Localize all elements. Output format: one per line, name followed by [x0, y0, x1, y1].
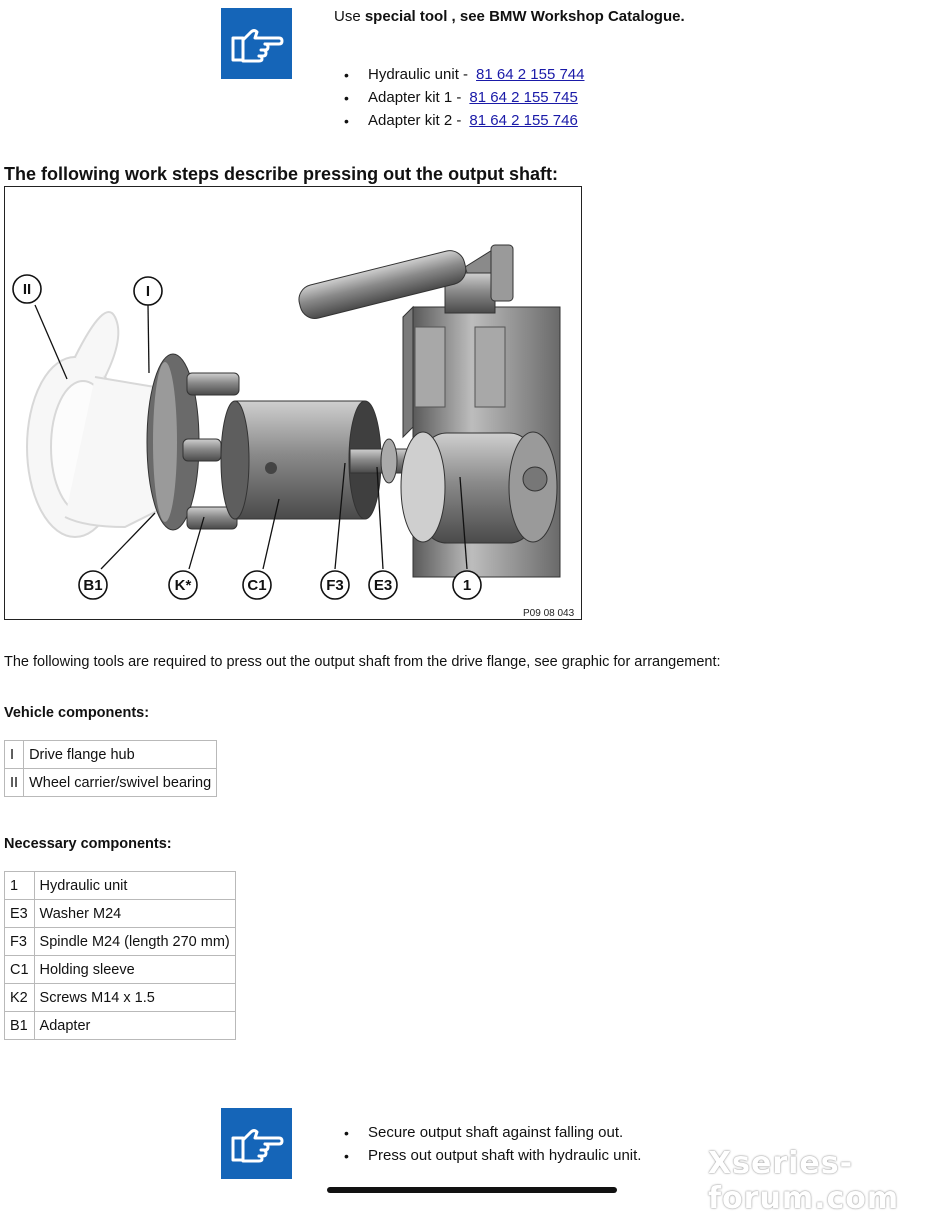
list-item: • Secure output shaft against falling out.	[334, 1122, 641, 1145]
note-hand-icon	[221, 1108, 292, 1179]
figure-code: P09 08 043	[523, 608, 575, 619]
svg-text:K*: K*	[174, 577, 192, 594]
wheel-carrier-ghost	[27, 312, 165, 537]
table-cell-id: II	[5, 769, 24, 797]
svg-text:I: I	[145, 283, 151, 300]
note-hand-icon	[221, 8, 292, 79]
table-cell-desc: Adapter	[34, 1012, 235, 1040]
svg-text:B1: B1	[83, 577, 103, 594]
table-cell-id: I	[5, 741, 24, 769]
table-row	[5, 900, 236, 928]
svg-text:1: 1	[462, 577, 472, 594]
svg-text:II: II	[22, 281, 32, 298]
assembly-illustration	[5, 187, 582, 620]
svg-text:F3: F3	[326, 577, 344, 594]
table-cell-desc: Hydraulic unit	[34, 872, 235, 900]
callout-II	[13, 275, 41, 303]
instruction-list	[334, 1122, 641, 1168]
table-cell-desc: Screws M14 x 1.5	[34, 984, 235, 1012]
table-row	[5, 769, 217, 797]
list-item: • Press out output shaft with hydraulic unit.	[334, 1145, 641, 1168]
table-cell-id: C1	[5, 956, 35, 984]
tool-label: Hydraulic unit -	[368, 66, 469, 83]
note-intro-bold: special tool , see BMW Workshop Catalogue.	[364, 8, 685, 25]
table-cell-id: 1	[5, 872, 35, 900]
table-cell-id: E3	[5, 900, 35, 928]
table-cell-id: F3	[5, 928, 35, 956]
tool-item	[334, 64, 584, 87]
tool-item	[334, 110, 584, 133]
pointing-hand-icon	[229, 1124, 285, 1164]
table-row	[5, 741, 217, 769]
table-cell-desc: Washer M24	[34, 900, 235, 928]
tool-link[interactable]: 81 64 2 155 745	[469, 89, 578, 106]
table-row	[5, 928, 236, 956]
table-row	[5, 984, 236, 1012]
tool-label: Adapter kit 1 -	[368, 89, 462, 106]
callout-1	[453, 571, 481, 599]
tool-list	[334, 64, 584, 133]
watermark: Xseries-forum.com	[708, 1146, 900, 1216]
callout-B1	[79, 571, 107, 599]
vehicle-components-table	[4, 740, 217, 797]
table-cell-desc: Wheel carrier/swivel bearing	[24, 769, 217, 797]
home-indicator[interactable]	[327, 1187, 617, 1193]
intro-paragraph: The following tools are required to press out the output shaft from the drive flange, see graphic for arrangement:	[4, 654, 721, 670]
svg-text:C1: C1	[247, 577, 267, 594]
vehicle-components-title: Vehicle components:	[4, 705, 150, 721]
special-tool-note	[334, 6, 685, 28]
callout-C1	[243, 571, 271, 599]
tool-item	[334, 87, 584, 110]
callout-F3	[321, 571, 349, 599]
section-heading: The following work steps describe pressing out the output shaft:	[4, 164, 559, 184]
table-cell-id: K2	[5, 984, 35, 1012]
note-intro-prefix: Use	[334, 8, 365, 25]
callout-E3	[369, 571, 397, 599]
assembly-figure	[4, 186, 582, 620]
table-cell-desc: Drive flange hub	[24, 741, 217, 769]
holding-sleeve	[235, 401, 365, 519]
callout-I	[134, 277, 162, 305]
table-row	[5, 1012, 236, 1040]
tool-link[interactable]: 81 64 2 155 744	[476, 66, 585, 83]
svg-text:E3: E3	[373, 577, 393, 594]
necessary-components-title: Necessary components:	[4, 836, 172, 852]
callout-K-star	[169, 571, 197, 599]
table-row	[5, 872, 236, 900]
table-cell-desc: Spindle M24 (length 270 mm)	[34, 928, 235, 956]
table-cell-desc: Holding sleeve	[34, 956, 235, 984]
pointing-hand-icon	[229, 24, 285, 64]
tool-link[interactable]: 81 64 2 155 746	[469, 112, 578, 129]
table-cell-id: B1	[5, 1012, 35, 1040]
table-row	[5, 956, 236, 984]
tool-label: Adapter kit 2 -	[368, 112, 462, 129]
necessary-components-table	[4, 871, 236, 1040]
